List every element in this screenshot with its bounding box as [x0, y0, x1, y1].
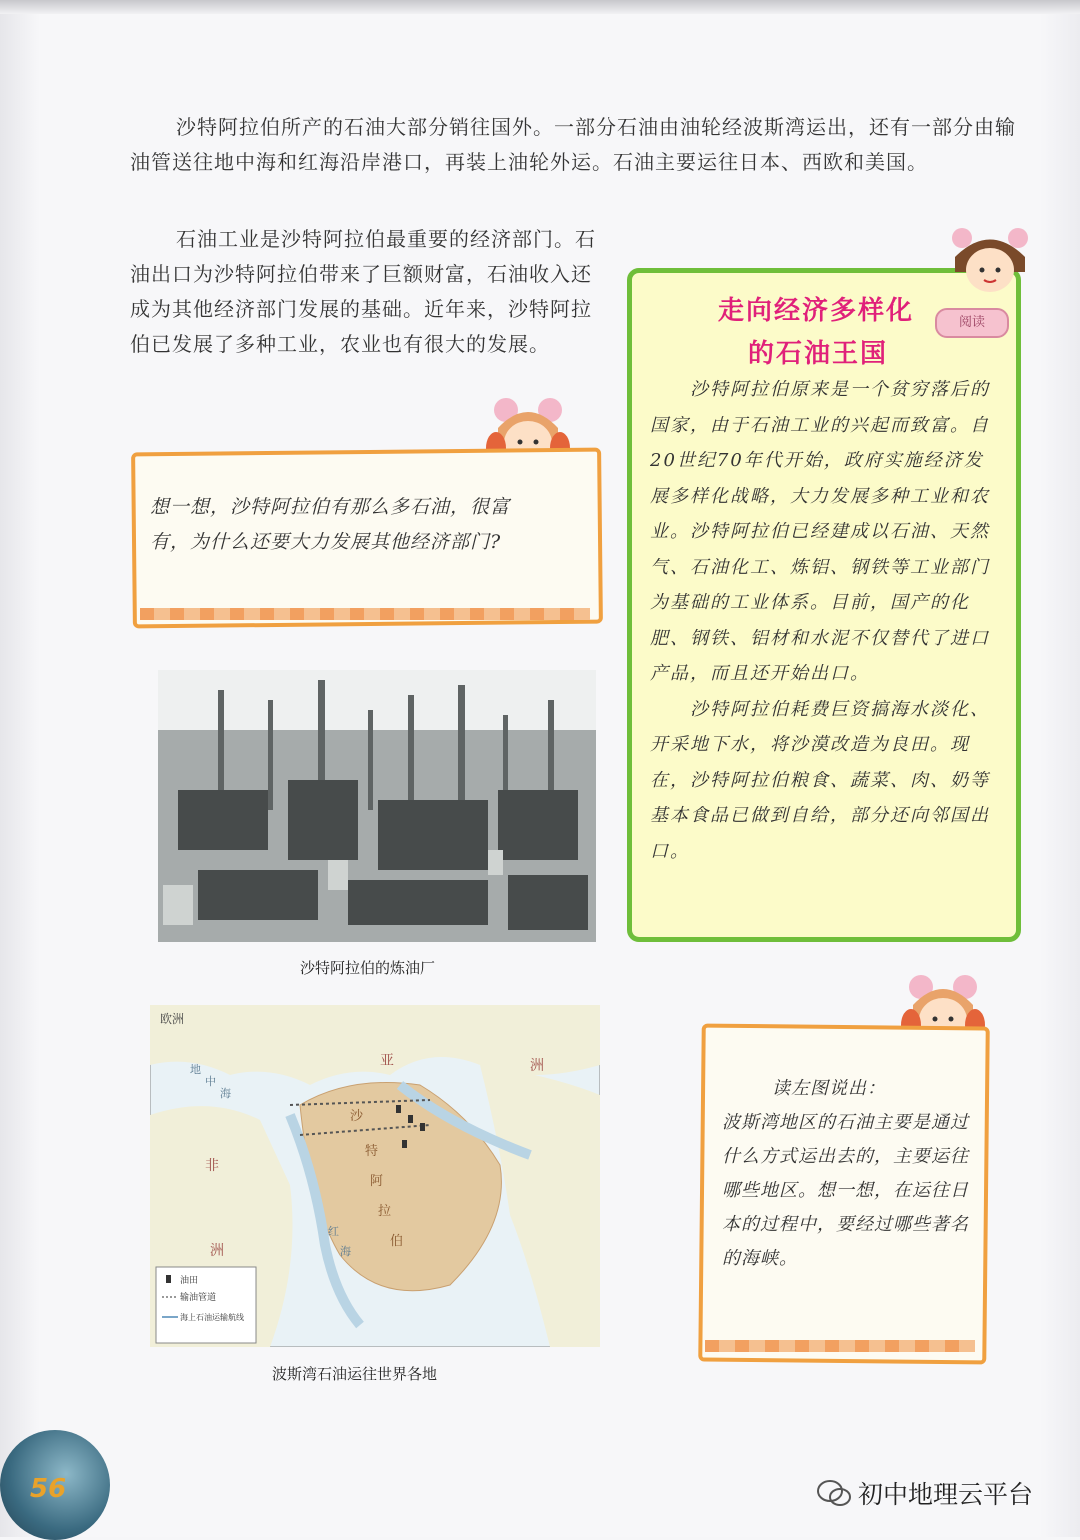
question-lead: 读左图说出：	[772, 1078, 886, 1099]
map-label-saudi: 阿	[370, 1174, 384, 1189]
reading-paragraph: 沙特阿拉伯原来是一个贫穷落后的国家，由于石油工业的兴起而致富。自20世纪70年代开始，政府实施经济发展多样化战略，大力发展多种工业和农业。沙特阿拉伯已经建成以石油、天然气、石油化工、炼铝、钢铁等工业部门为基础的工业体系。目前，国产的化肥、钢铁、铝材和水泥不仅替代了进口产品，而且还开始出口。	[650, 379, 990, 684]
legend-oilfield: 油田	[180, 1276, 199, 1286]
map-label-africa: 非	[205, 1158, 219, 1174]
map-label-saudi: 拉	[378, 1204, 392, 1219]
reading-title-line1: 走向经济多样化	[718, 296, 915, 326]
decorative-ribbon	[705, 1340, 975, 1352]
photo-caption: 沙特阿拉伯的炼油厂	[300, 959, 436, 977]
map-label-africa: 洲	[210, 1243, 224, 1259]
cartoon-girl-reading-icon	[940, 222, 1040, 312]
wechat-icon	[816, 1479, 852, 1509]
legend-pipeline: 输油管道	[180, 1293, 217, 1303]
map-label-saudi: 伯	[390, 1234, 404, 1249]
map-label-mediterranean: 中	[205, 1075, 216, 1088]
map-label-saudi: 特	[365, 1144, 379, 1159]
reading-paragraph: 沙特阿拉伯耗费巨资搞海水淡化、开采地下水，将沙漠改造为良田。现在，沙特阿拉伯粮食、蔬菜、肉、奶等基本食品已做到自给，部分还向邻国出口。	[650, 698, 990, 862]
refinery-photo	[158, 670, 596, 942]
map-caption: 波斯湾石油运往世界各地	[272, 1365, 438, 1383]
map-label-mediterranean: 地	[190, 1063, 201, 1076]
page-number: 56	[30, 1474, 67, 1504]
paragraph-oil-industry: 石油工业是沙特阿拉伯最重要的经济部门。石油出口为沙特阿拉伯带来了巨额财富，石油收入还成为其他经济部门发展的基础。近年来，沙特阿拉伯已发展了多种工业，农业也有很大的发展。	[130, 227, 596, 356]
map-label-red-sea: 红	[328, 1225, 339, 1238]
reading-body	[650, 372, 990, 869]
question-text	[722, 1072, 972, 1276]
question-body: 波斯湾地区的石油主要是通过什么方式运出去的，主要运往哪些地区。想一想，在运往日本的过程中，要经过哪些著名的海峡。	[722, 1112, 969, 1269]
map-label-europe: 欧洲	[160, 1012, 185, 1026]
map-label-saudi: 沙	[350, 1109, 364, 1124]
map-label-asia: 洲	[530, 1058, 544, 1074]
watermark: 初中地理云平台	[858, 1480, 1034, 1509]
map-label-asia: 亚	[380, 1053, 394, 1069]
persian-gulf-oil-map	[150, 1005, 600, 1347]
legend-shipping: 海上石油运输航线	[180, 1313, 244, 1322]
paragraph-oil-export: 沙特阿拉伯所产的石油大部分销往国外。一部分石油由油轮经波斯湾运出，还有一部分由输油管送往地中海和红海沿岸港口，再装上油轮外运。石油主要运往日本、西欧和美国。	[130, 115, 1016, 174]
reading-badge: 阅读	[935, 308, 1009, 338]
map-label-mediterranean: 海	[220, 1087, 231, 1100]
think-box-text: 想一想，沙特阿拉伯有那么多石油，很富有，为什么还要大力发展其他经济部门?	[150, 496, 511, 553]
map-label-red-sea: 海	[340, 1245, 351, 1258]
page-top-edge	[0, 0, 1080, 14]
decorative-ribbon	[140, 608, 590, 620]
reading-title-line2: 的石油王国	[748, 339, 889, 369]
